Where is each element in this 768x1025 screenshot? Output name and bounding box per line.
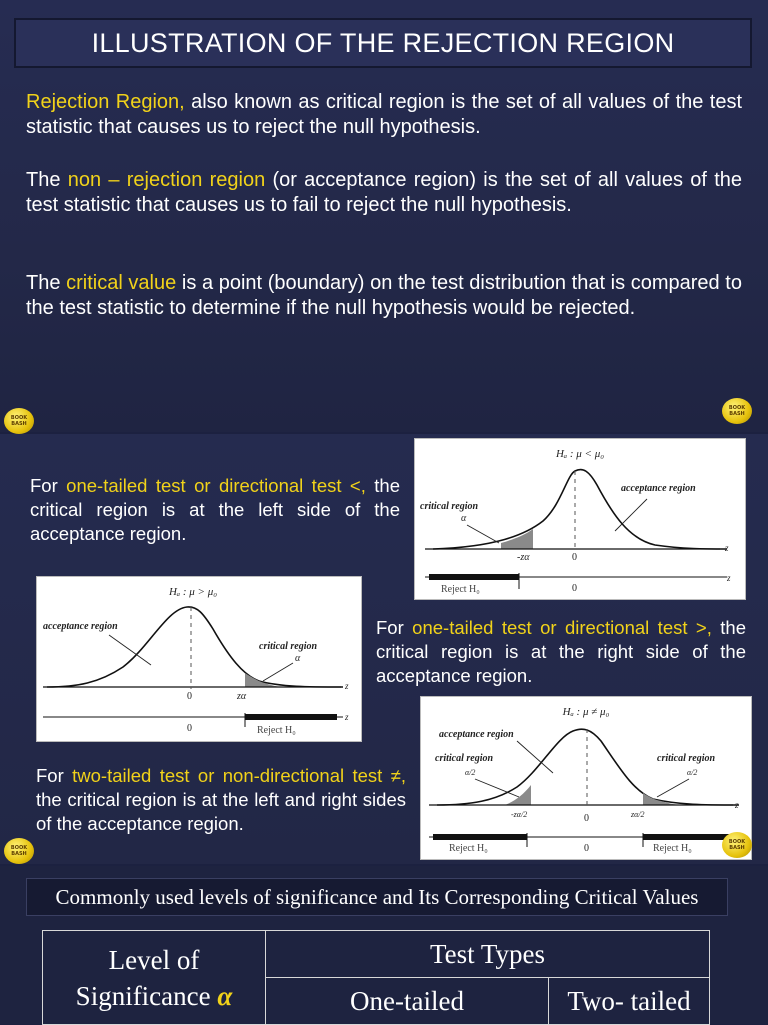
acceptance-region-label: acceptance region	[43, 621, 118, 632]
paragraph-rejection-region	[26, 90, 742, 140]
paragraph-text: is a point (boundary) on the test distribution that is compared to the test statistic to determine if the null hypothesis would be rejected.	[26, 272, 742, 319]
zero-label: 0	[572, 583, 577, 594]
table-title: Commonly used levels of significance and Its Corresponding Critical Values	[26, 878, 728, 916]
text-two-tailed	[36, 764, 406, 836]
term-two-tailed: two-tailed test or non-directional test ≠,	[72, 765, 406, 786]
z-axis-label: z	[727, 573, 731, 583]
zero-label: 0	[584, 813, 589, 824]
z-axis-label: z	[735, 800, 739, 810]
figure-right-tailed	[36, 576, 362, 742]
critical-value-label: zα	[237, 691, 247, 702]
text: For	[36, 765, 73, 786]
critical-region-label: critical region	[657, 753, 716, 764]
zero-label: 0	[584, 843, 589, 854]
text: the critical region is at the left side of the acceptance region.	[30, 475, 401, 544]
channel-logo: BOOK BASH	[722, 832, 752, 858]
hypothesis-label: Hₐ : μ > μ₀	[168, 586, 218, 598]
acceptance-region-label: acceptance region	[439, 729, 514, 740]
channel-logo: BOOK BASH	[722, 398, 752, 424]
alpha-half-label: α/2	[465, 768, 476, 777]
paragraph-text: The	[26, 272, 67, 294]
reject-label: Reject H₀	[441, 584, 480, 595]
text: For	[376, 617, 413, 638]
header-text: Level of	[108, 944, 200, 975]
z-axis-label: z	[345, 712, 349, 722]
slide-test-types	[0, 434, 768, 864]
hypothesis-label: Hₐ : μ ≠ μ₀	[562, 706, 610, 718]
channel-logo: BOOK BASH	[4, 408, 34, 434]
text: the critical region is at the right side of the acceptance region.	[376, 617, 747, 686]
text: For	[30, 475, 67, 496]
zero-label: 0	[572, 552, 577, 563]
reject-label: Reject H₀	[449, 843, 488, 854]
figure-two-tailed	[420, 696, 752, 860]
significance-table	[42, 930, 710, 1025]
text: the critical region is at the left and right sides of the acceptance region.	[36, 789, 406, 834]
critical-region-label: critical region	[259, 641, 318, 652]
header-level-of-significance	[43, 931, 266, 1025]
term-critical-value: critical value	[66, 272, 177, 294]
paragraph-text: (or acceptance region) is the set of all values of the test statistic that causes us to fail to reject the null hypothesis.	[26, 169, 743, 216]
reject-bar-left	[433, 834, 527, 840]
critical-value-label: -zα/2	[511, 810, 528, 819]
critical-region-label: critical region	[420, 501, 479, 512]
paragraph-critical-value	[26, 271, 742, 321]
term-left-tailed: one-tailed test or directional test <,	[66, 475, 366, 496]
acceptance-region-label: acceptance region	[621, 483, 696, 494]
alpha-half-label: α/2	[687, 768, 698, 777]
alpha-label: α	[295, 653, 301, 664]
reject-bar	[245, 714, 337, 720]
text-right-tailed	[376, 616, 746, 688]
slide-title: ILLUSTRATION OF THE REJECTION REGION	[14, 18, 752, 68]
header-two-tailed: Two- tailed	[549, 978, 710, 1025]
channel-logo: BOOK BASH	[4, 838, 34, 864]
critical-value-label: zα/2	[631, 810, 645, 819]
term-right-tailed: one-tailed test or directional test >,	[412, 617, 712, 638]
term-rejection-region: Rejection Region,	[26, 91, 185, 113]
figure-left-tailed	[414, 438, 746, 600]
z-axis-label: z	[725, 543, 729, 553]
paragraph-text: also known as critical region is the set of all values of the test statistic that causes us to reject the null hypothesis.	[26, 91, 742, 138]
alpha-label: α	[461, 513, 467, 524]
hypothesis-label: Hₐ : μ < μ₀	[555, 448, 605, 460]
table-row	[43, 931, 710, 978]
reject-bar	[429, 574, 519, 580]
header-test-types: Test Types	[266, 931, 710, 978]
text-left-tailed	[30, 474, 400, 546]
alpha-symbol: α	[217, 980, 233, 1011]
slide-definitions	[0, 0, 768, 432]
zero-label: 0	[187, 723, 192, 734]
critical-region-label: critical region	[435, 753, 494, 764]
z-axis-label: z	[345, 681, 349, 691]
zero-label: 0	[187, 691, 192, 702]
critical-region-shade-left	[505, 785, 531, 805]
reject-label: Reject H₀	[653, 843, 692, 854]
reject-label: Reject H₀	[257, 725, 296, 736]
header-one-tailed: One-tailed	[266, 978, 549, 1025]
paragraph-non-rejection-region	[26, 168, 742, 218]
term-non-rejection-region: non – rejection region	[67, 169, 266, 191]
header-text: Significance	[75, 980, 211, 1011]
paragraph-text: The	[26, 169, 68, 191]
critical-value-label: -zα	[517, 552, 530, 563]
